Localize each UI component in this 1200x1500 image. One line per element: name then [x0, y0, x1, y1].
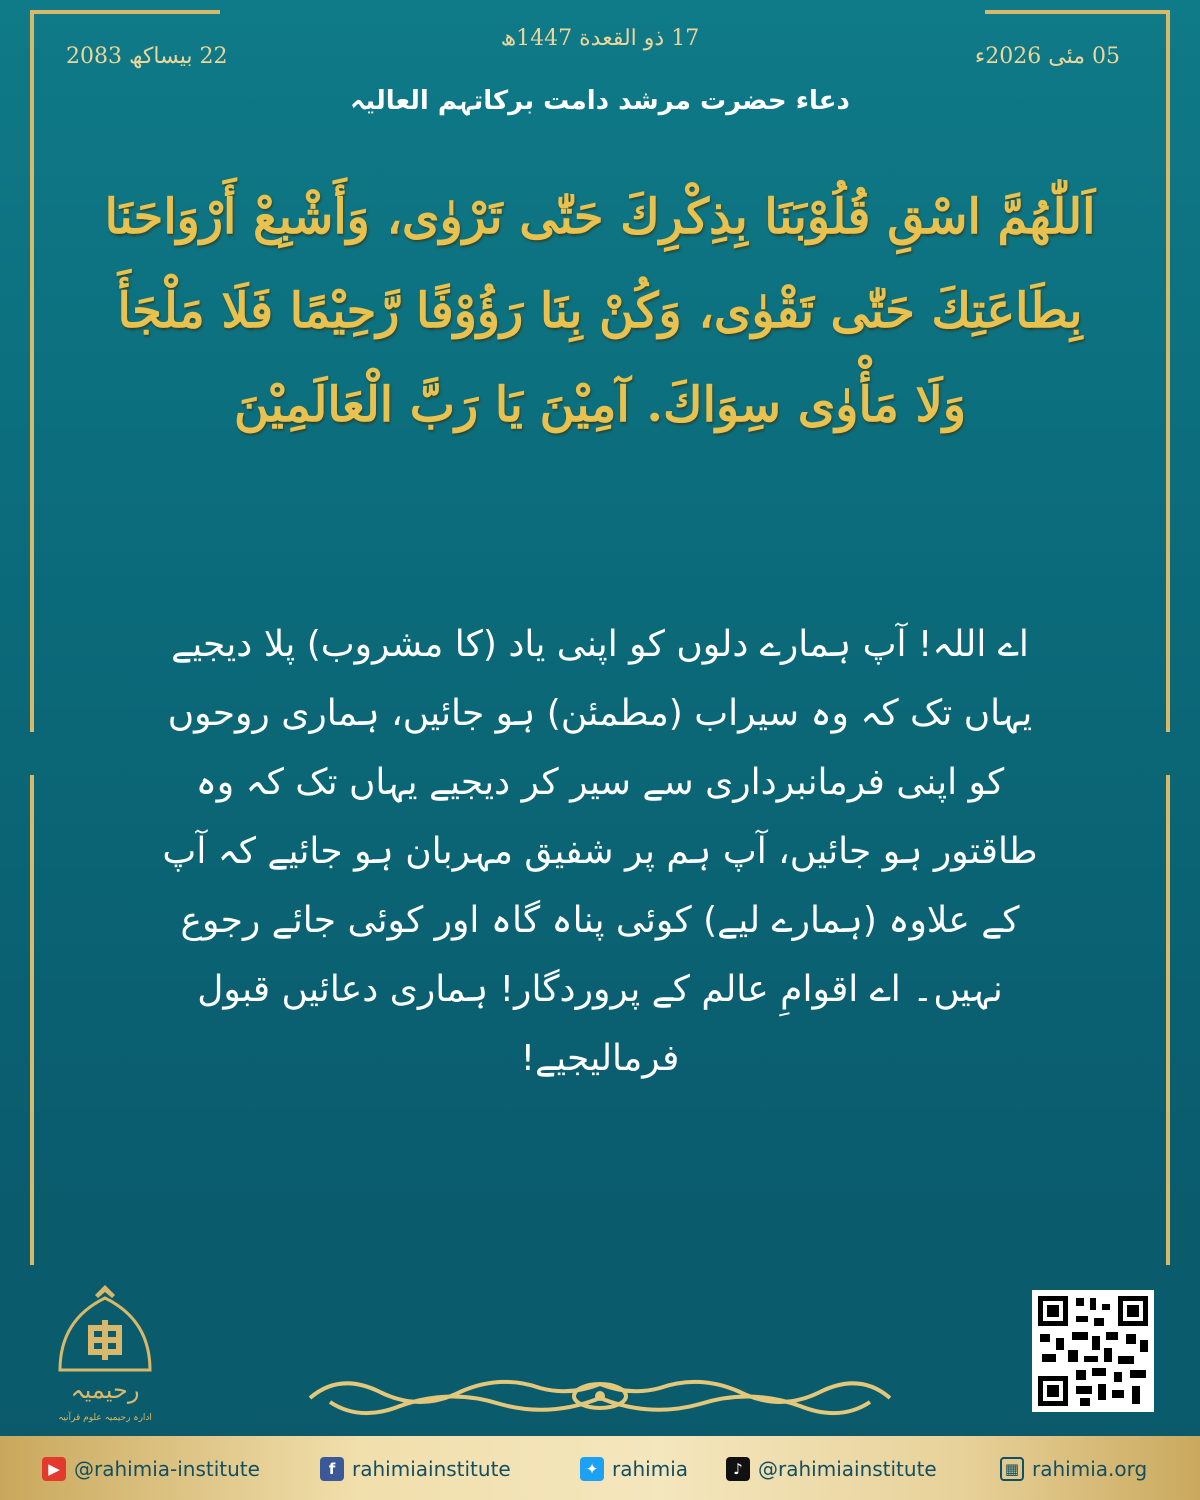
logo-subtitle: ادارہ رحیمیہ علوم قرآنیہ	[58, 1413, 152, 1423]
frame-right-upper	[1166, 10, 1170, 732]
institute-logo	[40, 1280, 170, 1430]
facebook-link[interactable]	[320, 1454, 511, 1484]
dua-arabic: اَللّٰهُمَّ اسْقِ قُلُوْبَنَا بِذِكْرِكَ حَتّٰى تَرْوٰى، وَأَشْبِعْ أَرْوَاحَنَا بِطَاعَتِكَ حَتّٰى تَقْوٰى، وَكُنْ بِنَا رَؤُوْفًا رَّحِيْمًا فَلَا مَلْجَأَ وَلَا مَأْوٰى سِوَاكَ. آمِيْنَ يَا رَبَّ الْعَالَمِيْنَ	[104, 189, 1096, 433]
tiktok-link[interactable]	[726, 1454, 937, 1484]
facebook-handle: rahimiainstitute	[352, 1457, 511, 1481]
website-link[interactable]	[1000, 1454, 1147, 1484]
date-bikrami: 22 بیساکھ 2083	[66, 44, 228, 69]
footer-bar	[0, 1436, 1200, 1500]
frame-left-lower	[30, 775, 34, 1265]
frame-right-lower	[1166, 775, 1170, 1265]
frame-left-upper	[30, 10, 34, 732]
logo-label: رحیمیہ	[70, 1376, 140, 1404]
twitter-handle: rahimia	[612, 1457, 689, 1481]
date-gregorian: 05 مئی 2026ء	[974, 44, 1120, 69]
tiktok-handle: @rahimiainstitute	[758, 1457, 937, 1481]
frame-top-right	[985, 10, 1170, 14]
twitter-link[interactable]	[580, 1454, 688, 1484]
frame-top-left	[30, 10, 220, 14]
youtube-icon: ▶	[42, 1457, 66, 1481]
qr-code[interactable]	[1032, 1290, 1154, 1412]
twitter-icon: ✦	[580, 1457, 604, 1481]
youtube-link[interactable]	[42, 1454, 260, 1484]
page-title: دعاء حضرت مرشد دامت برکاتہم العالیہ	[350, 86, 850, 116]
youtube-handle: @rahimia-institute	[74, 1457, 260, 1481]
facebook-icon: f	[320, 1457, 344, 1481]
date-hijri: 17 ذو القعدة 1447ھ	[500, 26, 700, 51]
tiktok-icon: ♪	[726, 1457, 750, 1481]
website-url: rahimia.org	[1032, 1457, 1148, 1481]
dua-urdu-translation: اے اللہ! آپ ہمارے دلوں کو اپنی یاد (کا مشروب) پلا دیجیے یہاں تک کہ وہ سیراب (مطمئن) ہو جائیں، ہماری روحوں کو اپنی فرمانبرداری سے سیر کر دیجیے یہاں تک کہ وہ طاقتور ہو جائیں، آپ ہم پر شفیق مہربان ہو جائیے کہ آپ کے علاوہ (ہمارے لیے) کوئی پناہ گاہ اور کوئی جائے رجوع نہیں۔ اے اقوامِ عالم کے پروردگار! ہماری دعائیں قبول فرمالیجیے!	[162, 624, 1038, 1079]
decorative-ornament	[300, 1368, 900, 1424]
qr-small-icon: ▦	[1000, 1457, 1024, 1481]
